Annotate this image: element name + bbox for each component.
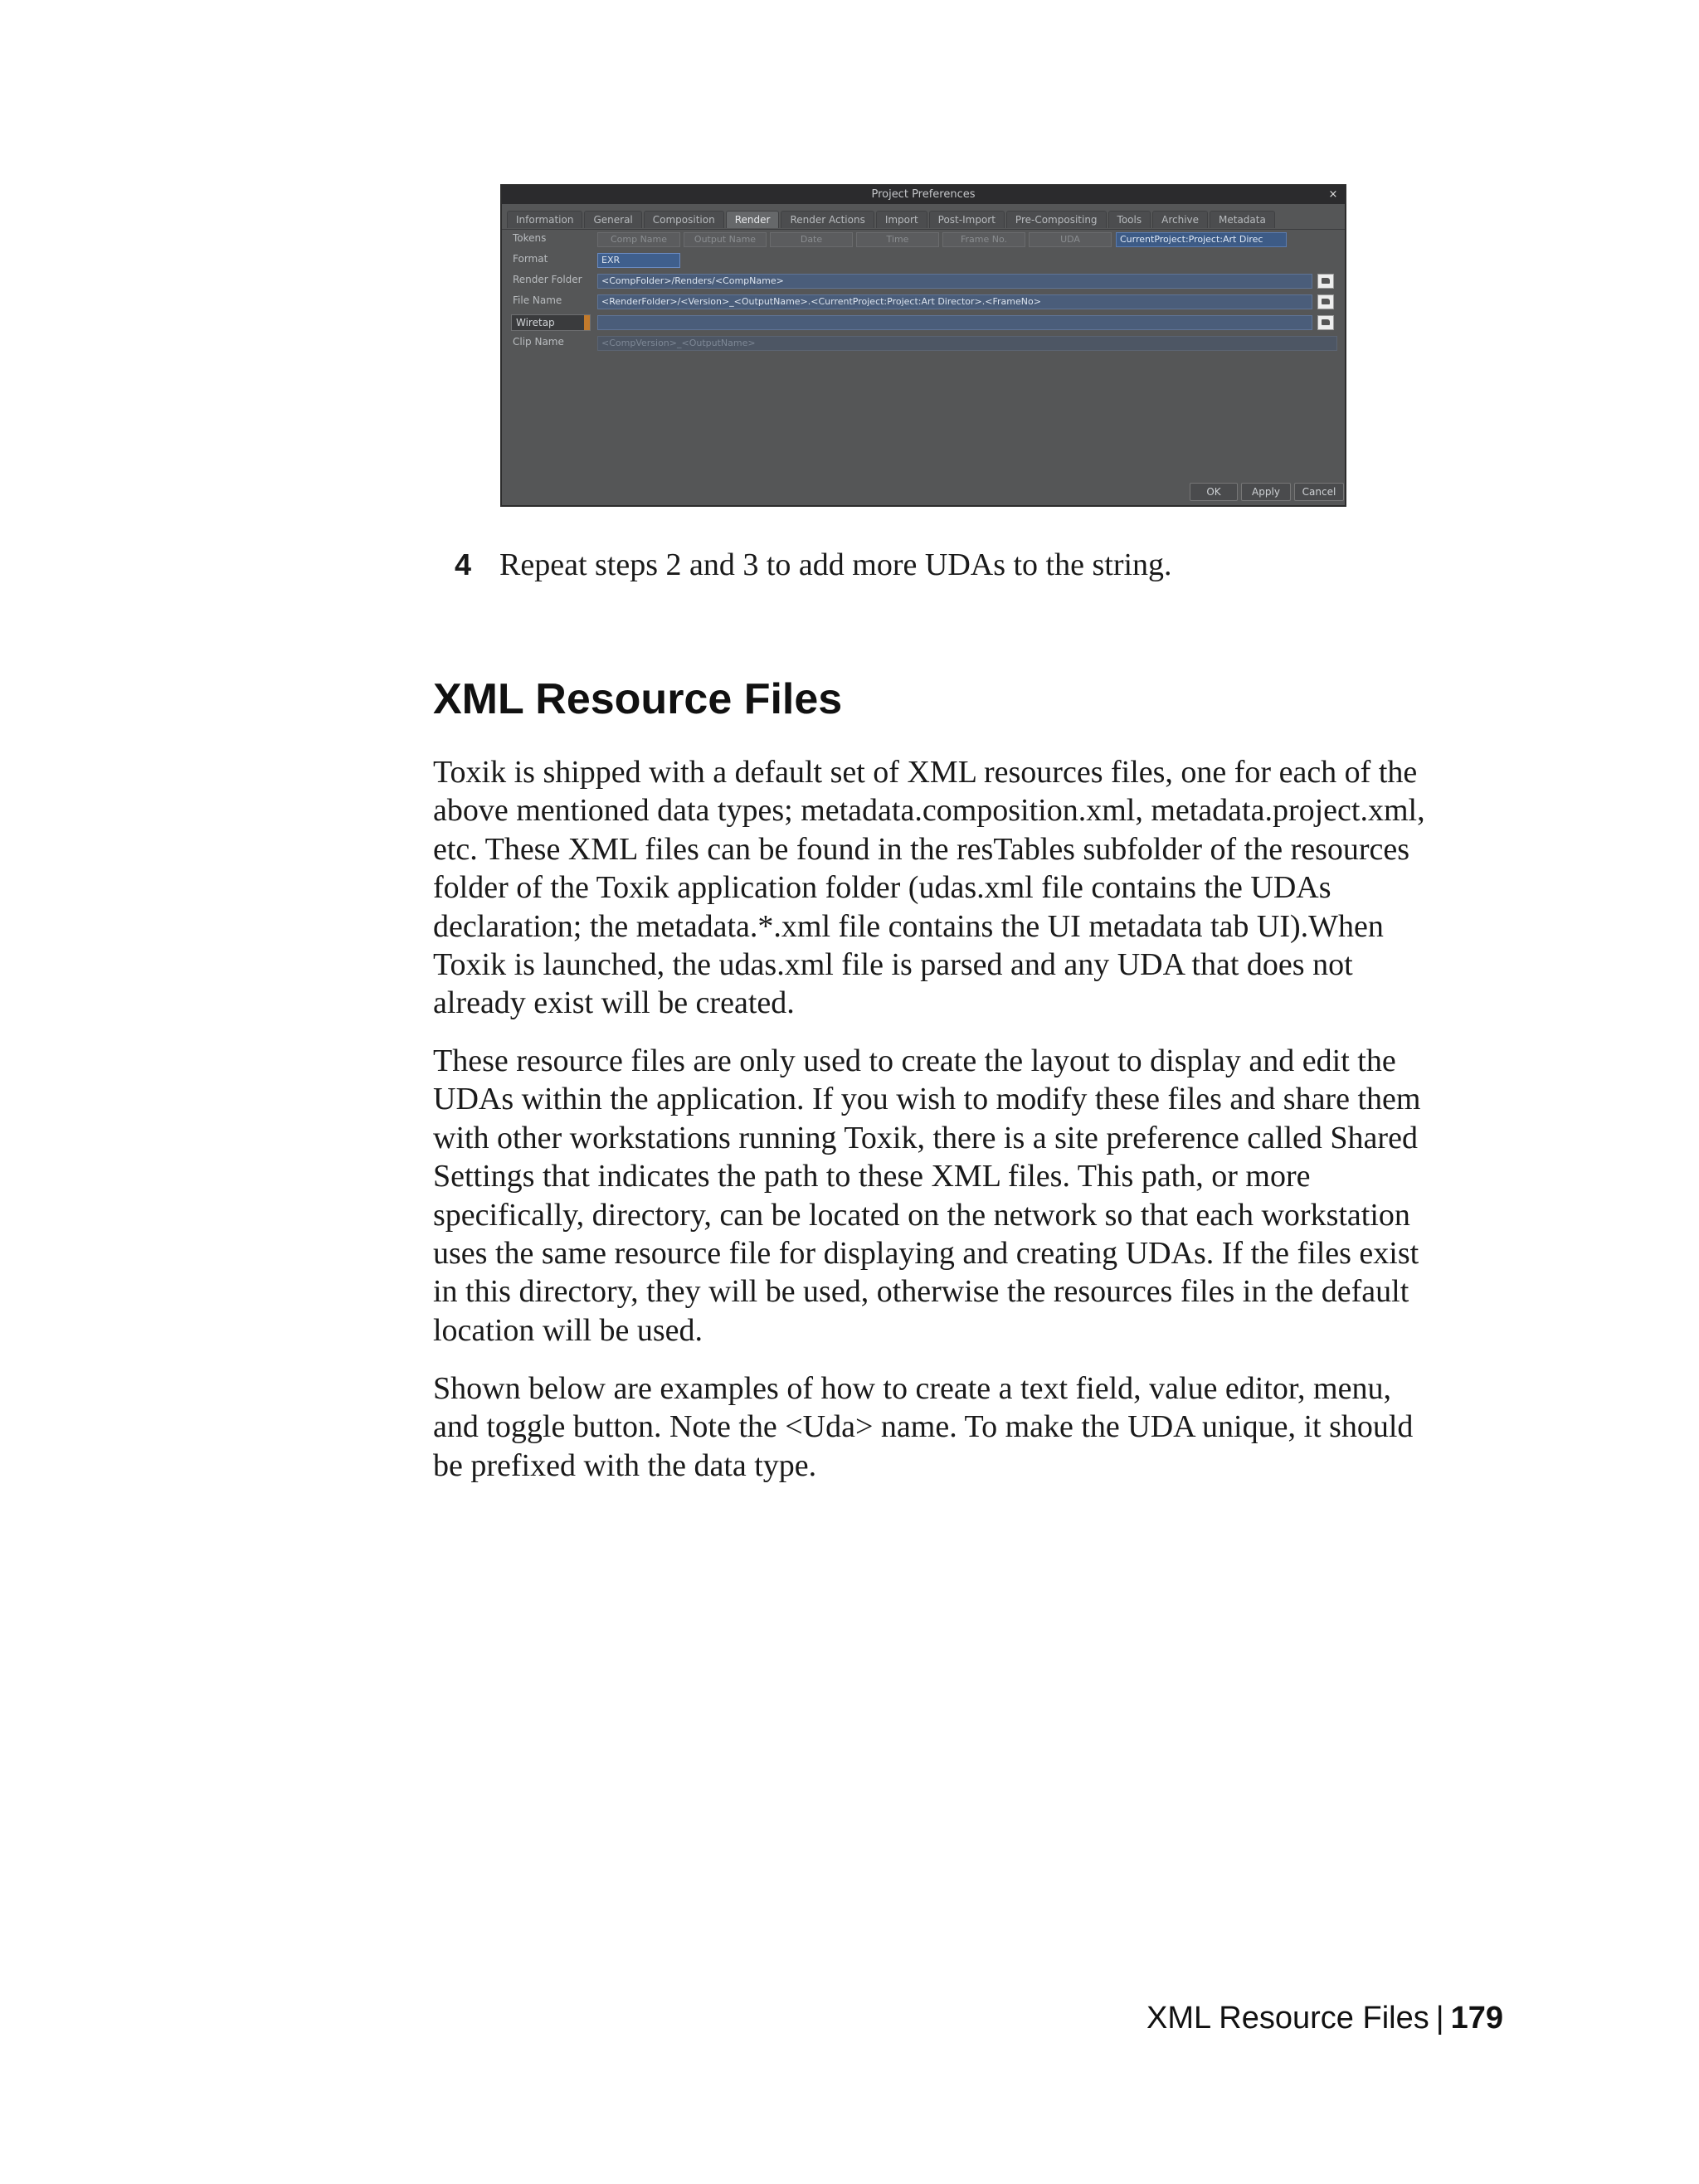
tab-import[interactable]: Import — [876, 211, 927, 228]
tab-render-actions[interactable]: Render Actions — [781, 211, 874, 228]
tab-composition[interactable]: Composition — [644, 211, 724, 228]
paragraph-line: above mentioned data types; metadata.composition.xml, metadata.project.xml, — [433, 793, 1425, 829]
page-footer — [1146, 1997, 1503, 2039]
folder-icon — [1322, 299, 1330, 304]
paragraph-line: Toxik is shipped with a default set of XML resources files, one for each of the — [433, 755, 1418, 790]
cancel-button[interactable]: Cancel — [1294, 483, 1344, 501]
tab-post-import[interactable]: Post-Import — [929, 211, 1005, 228]
file-name-row — [502, 293, 1345, 311]
paragraph-line: These resource files are only used to create the layout to display and edit the — [433, 1043, 1396, 1078]
paragraph-line: declaration; the metadata.*.xml file contains the UI metadata tab UI).When — [433, 908, 1384, 944]
folder-icon — [1322, 319, 1330, 325]
tab-tools[interactable]: Tools — [1108, 211, 1151, 228]
paragraph-3 — [433, 1369, 1512, 1485]
paragraph-line: Settings that indicates the path to these XML files. This path, or more — [433, 1159, 1311, 1194]
tab-pre-compositing[interactable]: Pre-Compositing — [1006, 211, 1107, 228]
dialog-title-bar — [502, 186, 1345, 204]
paragraph-line: Toxik is launched, the udas.xml file is parsed and any UDA that does not — [433, 947, 1353, 983]
clip-name-field[interactable]: <CompVersion>_<OutputName> — [597, 336, 1337, 351]
paragraph-line: folder of the Toxik application folder (udas.xml file contains the UDAs — [433, 870, 1331, 906]
apply-button[interactable]: Apply — [1241, 483, 1291, 501]
dialog-title: Project Preferences — [871, 188, 976, 201]
paragraph-1 — [433, 753, 1512, 1023]
project-preferences-dialog — [500, 184, 1346, 507]
wiretap-path-field[interactable] — [597, 315, 1312, 330]
file-name-field[interactable]: <RenderFolder>/<Version>_<OutputName>.<CurrentProject:Project:Art Director>.<FrameNo> — [597, 294, 1312, 309]
paragraph-line: Shown below are examples of how to create a text field, value editor, menu, — [433, 1371, 1391, 1406]
dropdown-indicator-icon — [584, 315, 590, 330]
paragraph-line: and toggle button. Note the <Uda> name. To make the UDA unique, it should — [433, 1409, 1414, 1445]
ok-button[interactable]: OK — [1190, 483, 1238, 501]
current-uda-token-button[interactable]: CurrentProject:Project:Art Direc — [1116, 232, 1287, 247]
step-text: Repeat steps 2 and 3 to add more UDAs to the string. — [499, 547, 1172, 582]
paragraph-line: uses the same resource file for displaying and creating UDAs. If the files exist — [433, 1236, 1419, 1272]
file-name-browse-button[interactable] — [1317, 294, 1334, 309]
clip-name-label: Clip Name — [513, 336, 564, 348]
token-uda-button[interactable]: UDA — [1029, 232, 1112, 247]
paragraph-line: be prefixed with the data type. — [433, 1447, 817, 1483]
token-frame-no-button[interactable]: Frame No. — [942, 232, 1025, 247]
paragraph-2 — [433, 1042, 1512, 1350]
folder-icon — [1322, 278, 1330, 284]
render-folder-browse-button[interactable] — [1317, 274, 1334, 289]
tab-information[interactable]: Information — [507, 211, 582, 228]
paragraph-line: location will be used. — [433, 1312, 703, 1348]
tokens-label: Tokens — [513, 232, 547, 244]
format-dropdown[interactable]: EXR — [597, 253, 680, 268]
paragraph-line: etc. These XML files can be found in the resTables subfolder of the resources — [433, 831, 1410, 867]
paragraph-line: specifically, directory, can be located on the network so that each workstation — [433, 1197, 1410, 1233]
footer-section-title: XML Resource Files — [1146, 2001, 1429, 2036]
tab-archive[interactable]: Archive — [1152, 211, 1208, 228]
preferences-tab-bar — [502, 204, 1345, 230]
wiretap-browse-button[interactable] — [1317, 315, 1334, 330]
tab-general[interactable]: General — [584, 211, 641, 228]
wiretap-label: Wiretap — [516, 317, 555, 328]
wiretap-row — [502, 314, 1345, 332]
tab-render[interactable]: Render — [726, 211, 780, 228]
file-name-label: File Name — [513, 294, 562, 306]
token-date-button[interactable]: Date — [770, 232, 853, 247]
paragraph-line: already exist will be created. — [433, 985, 795, 1021]
paragraph-line: UDAs within the application. If you wish to modify these files and share them — [433, 1082, 1421, 1117]
tab-metadata[interactable]: Metadata — [1210, 211, 1275, 228]
token-output-name-button[interactable]: Output Name — [684, 232, 767, 247]
render-folder-label: Render Folder — [513, 274, 582, 285]
format-row — [502, 251, 1345, 270]
render-folder-row — [502, 272, 1345, 290]
paragraph-line: in this directory, they will be used, otherwise the resources files in the default — [433, 1274, 1409, 1310]
clip-name-row — [502, 334, 1345, 353]
close-icon[interactable]: × — [1328, 188, 1338, 201]
tokens-row — [502, 231, 1345, 249]
render-folder-field[interactable]: <CompFolder>/Renders/<CompName> — [597, 274, 1312, 289]
wiretap-dropdown[interactable] — [511, 314, 591, 331]
token-time-button[interactable]: Time — [856, 232, 939, 247]
section-heading: XML Resource Files — [433, 675, 843, 723]
token-comp-name-button[interactable]: Comp Name — [597, 232, 680, 247]
format-label: Format — [513, 253, 548, 265]
step-number: 4 — [455, 547, 472, 581]
paragraph-line: with other workstations running Toxik, there is a site preference called Shared — [433, 1120, 1418, 1155]
footer-separator: | — [1435, 2001, 1444, 2036]
page-number: 179 — [1450, 2001, 1503, 2036]
